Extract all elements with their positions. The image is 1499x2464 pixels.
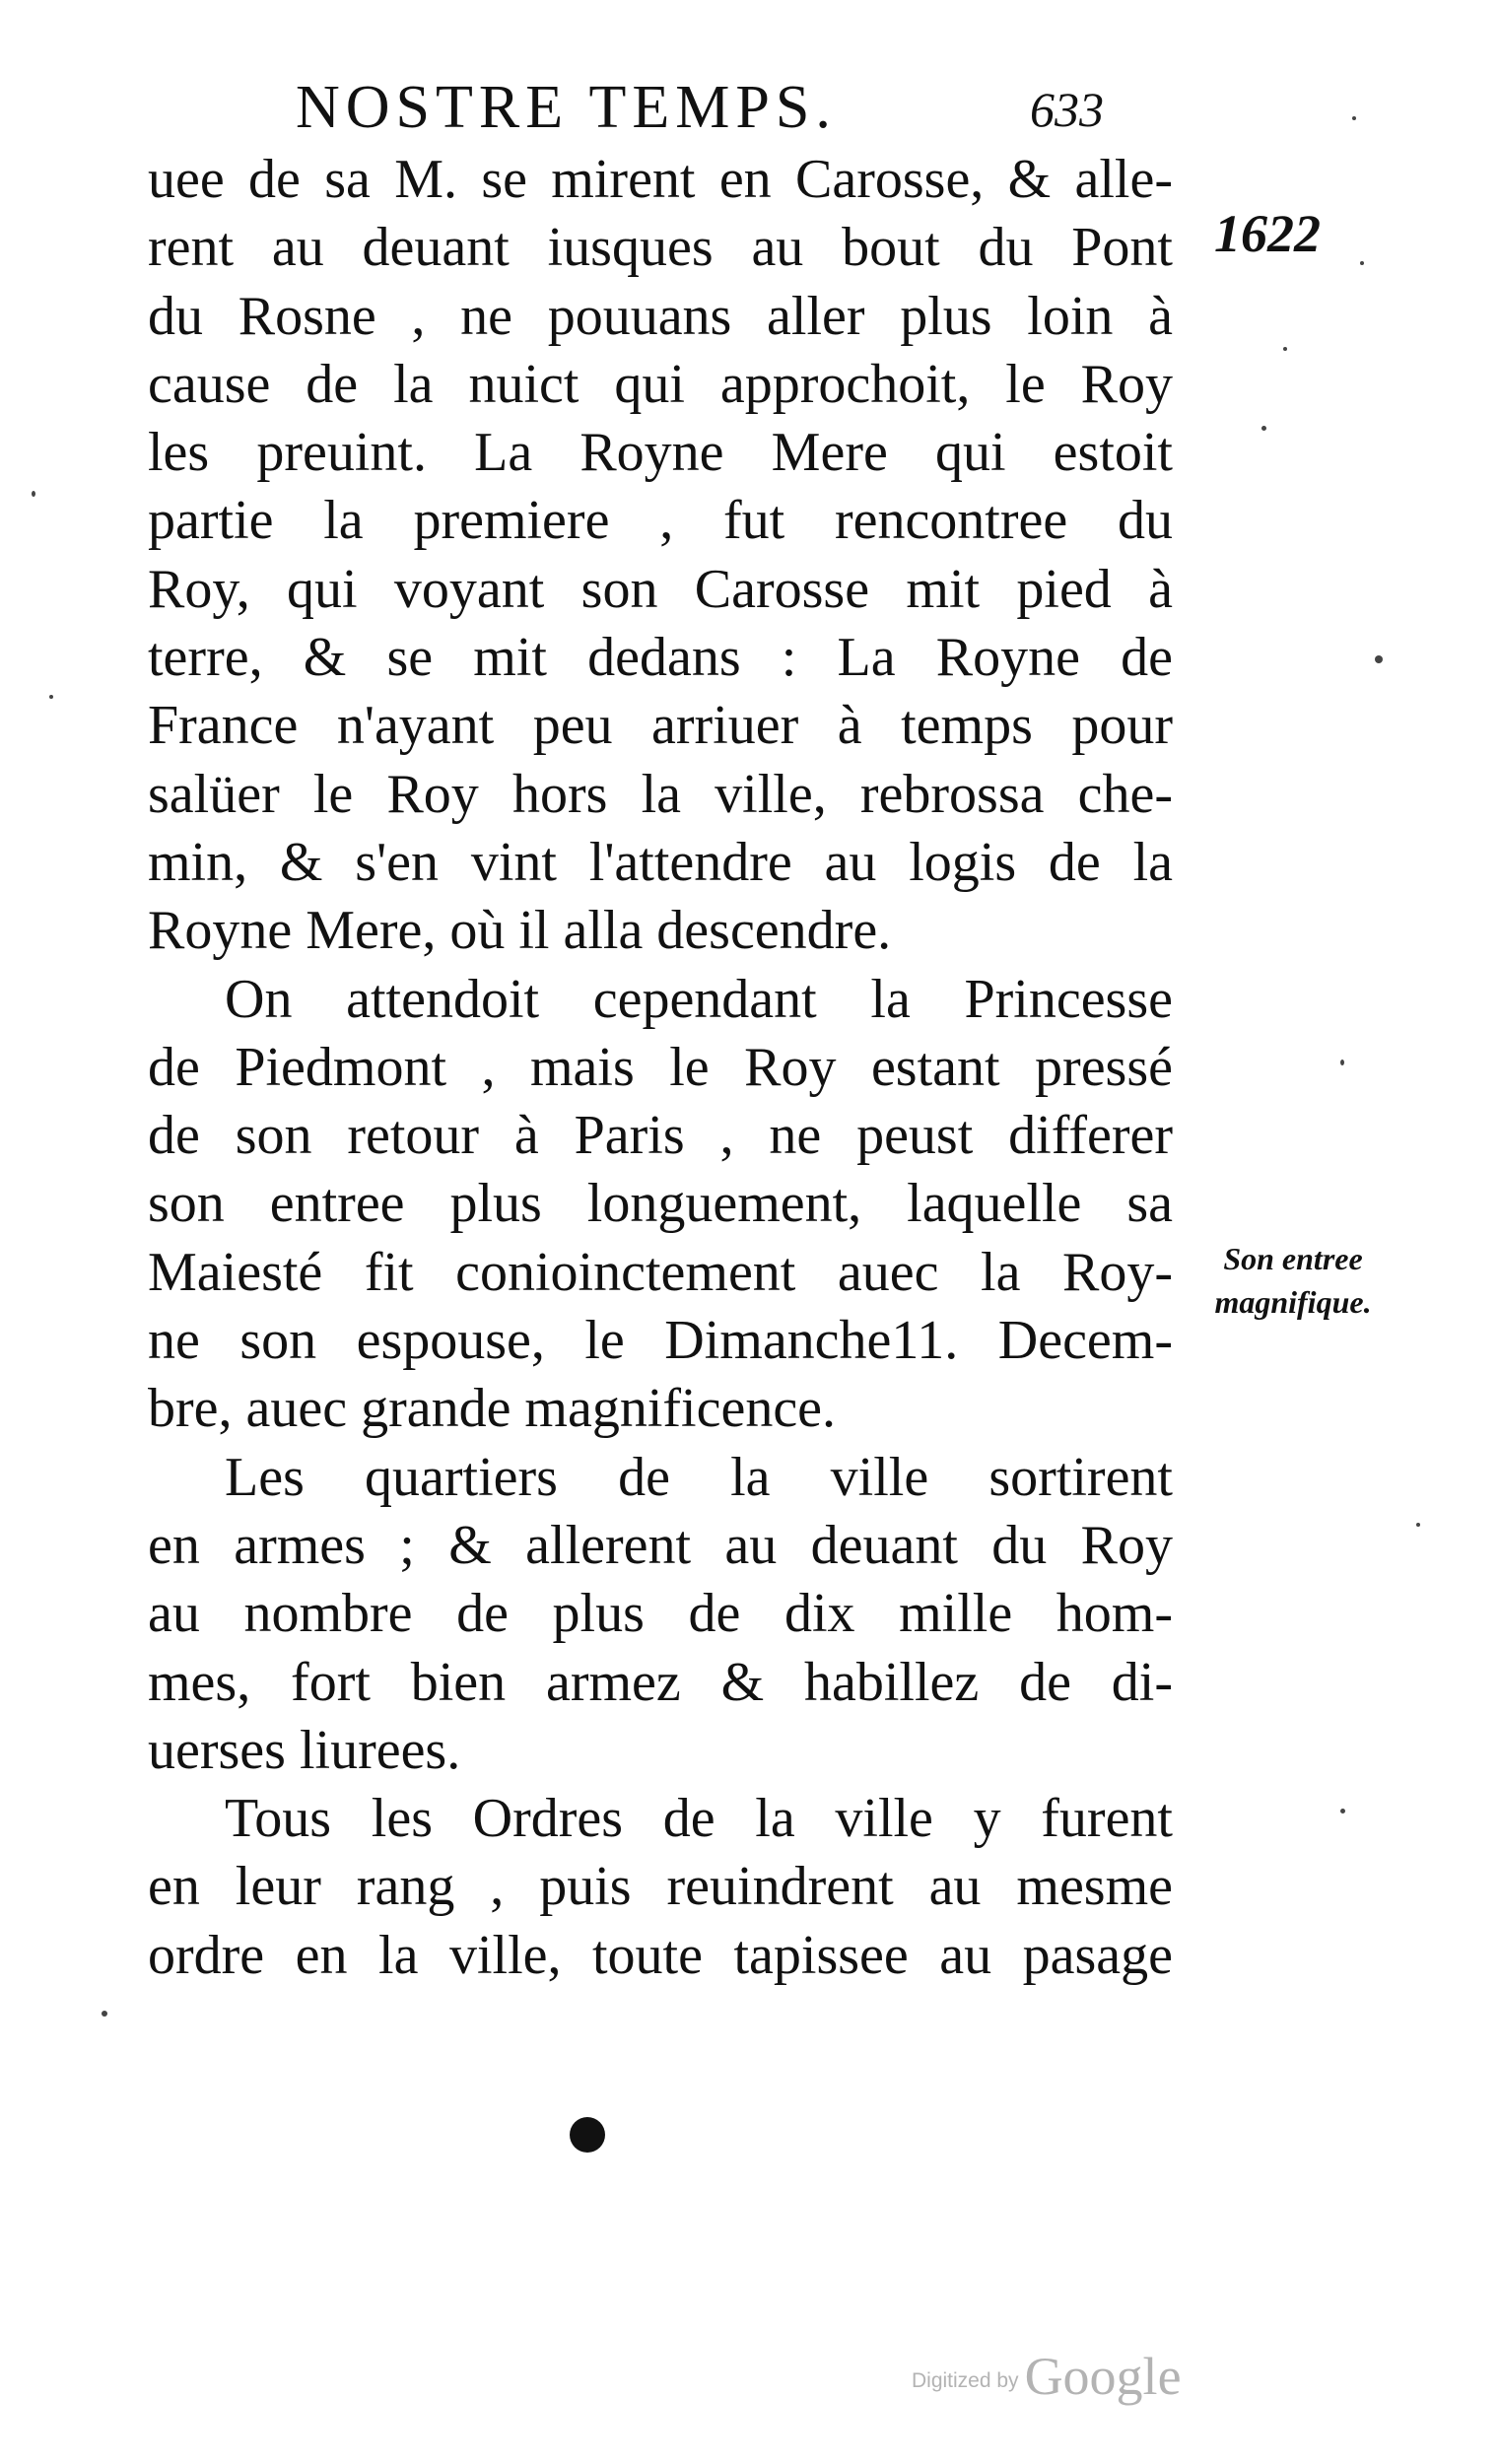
text-line: On attendoit cependant la Princesse [225, 968, 1173, 1030]
text-line: salüer le Roy hors la ville, rebrossa che- [148, 763, 1173, 825]
body-text [148, 146, 1173, 1990]
running-title: NOSTRE TEMPS. [296, 74, 837, 141]
text-line: Roy, qui voyant son Carosse mit pied à [148, 558, 1173, 620]
marginal-note [1175, 1237, 1411, 1324]
text-line: Tous les Ordres de la ville y furent [225, 1788, 1173, 1850]
scan-speck [1340, 1809, 1345, 1814]
text-line: ordre en la ville, toute tapissee au pasage [148, 1924, 1173, 1986]
text-line: ne son espouse, le Dimanche11. Decem- [148, 1310, 1173, 1372]
text-line: cause de la nuict qui approchoit, le Roy [148, 353, 1173, 415]
paragraph-1 [148, 146, 1173, 966]
scan-speck [49, 695, 53, 699]
text-line: Maiesté fit conioinctement auec la Roy- [148, 1241, 1173, 1303]
scan-speck [1375, 655, 1383, 663]
scan-speck [32, 491, 35, 497]
text-line: les preuint. La Royne Mere qui estoit [148, 422, 1173, 484]
scan-speck [1416, 1523, 1420, 1527]
scan-speck [1340, 1060, 1344, 1065]
paragraph-2 [148, 966, 1173, 1444]
marginal-note-line: Son entree [1223, 1241, 1363, 1276]
text-line: min, & s'en vint l'attendre au logis de la [148, 831, 1173, 893]
text-line: au nombre de plus de dix mille hom- [148, 1583, 1173, 1645]
scan-speck [102, 2011, 107, 2017]
text-line: rent au deuant iusques au bout du Pont [148, 217, 1173, 279]
ornament-dot [570, 2117, 605, 2153]
text-line: du Rosne , ne pouuans aller plus loin à [148, 285, 1173, 347]
text-line: Royne Mere, où il alla descendre. [148, 900, 892, 962]
watermark-prefix: Digitized by [912, 2369, 1019, 2392]
text-line: de son retour à Paris , ne peust differer [148, 1105, 1173, 1167]
text-line: son entree plus longuement, laquelle sa [148, 1173, 1173, 1235]
text-line: France n'ayant peu arriuer à temps pour [148, 695, 1173, 757]
text-line: uerses liurees. [148, 1719, 461, 1781]
scan-speck [1360, 261, 1364, 265]
page-number: 633 [1030, 82, 1104, 137]
scan-speck [1261, 426, 1266, 431]
text-line: en leur rang , puis reuindrent au mesme [148, 1856, 1173, 1918]
text-line: partie la premiere , fut rencontree du [148, 490, 1173, 552]
scan-speck [1283, 347, 1287, 351]
text-line: mes, fort bien armez & habillez de di- [148, 1651, 1173, 1713]
text-line: Les quartiers de la ville sortirent [225, 1446, 1173, 1508]
marginal-note-line: magnifique. [1214, 1284, 1372, 1320]
google-logo: Google [1024, 2347, 1182, 2406]
scan-speck [1352, 116, 1356, 120]
paragraph-4 [148, 1785, 1173, 1990]
paragraph-3 [148, 1444, 1173, 1785]
text-line: de Piedmont , mais le Roy estant pressé [148, 1036, 1173, 1098]
text-line: terre, & se mit dedans : La Royne de [148, 627, 1173, 689]
margin-year: 1622 [1214, 204, 1321, 263]
text-line: uee de sa M. se mirent en Carosse, & alle- [148, 149, 1173, 210]
text-line: en armes ; & allerent au deuant du Roy [148, 1514, 1173, 1576]
digitized-watermark [912, 2334, 1182, 2406]
text-line: bre, auec grande magnificence. [148, 1378, 837, 1440]
